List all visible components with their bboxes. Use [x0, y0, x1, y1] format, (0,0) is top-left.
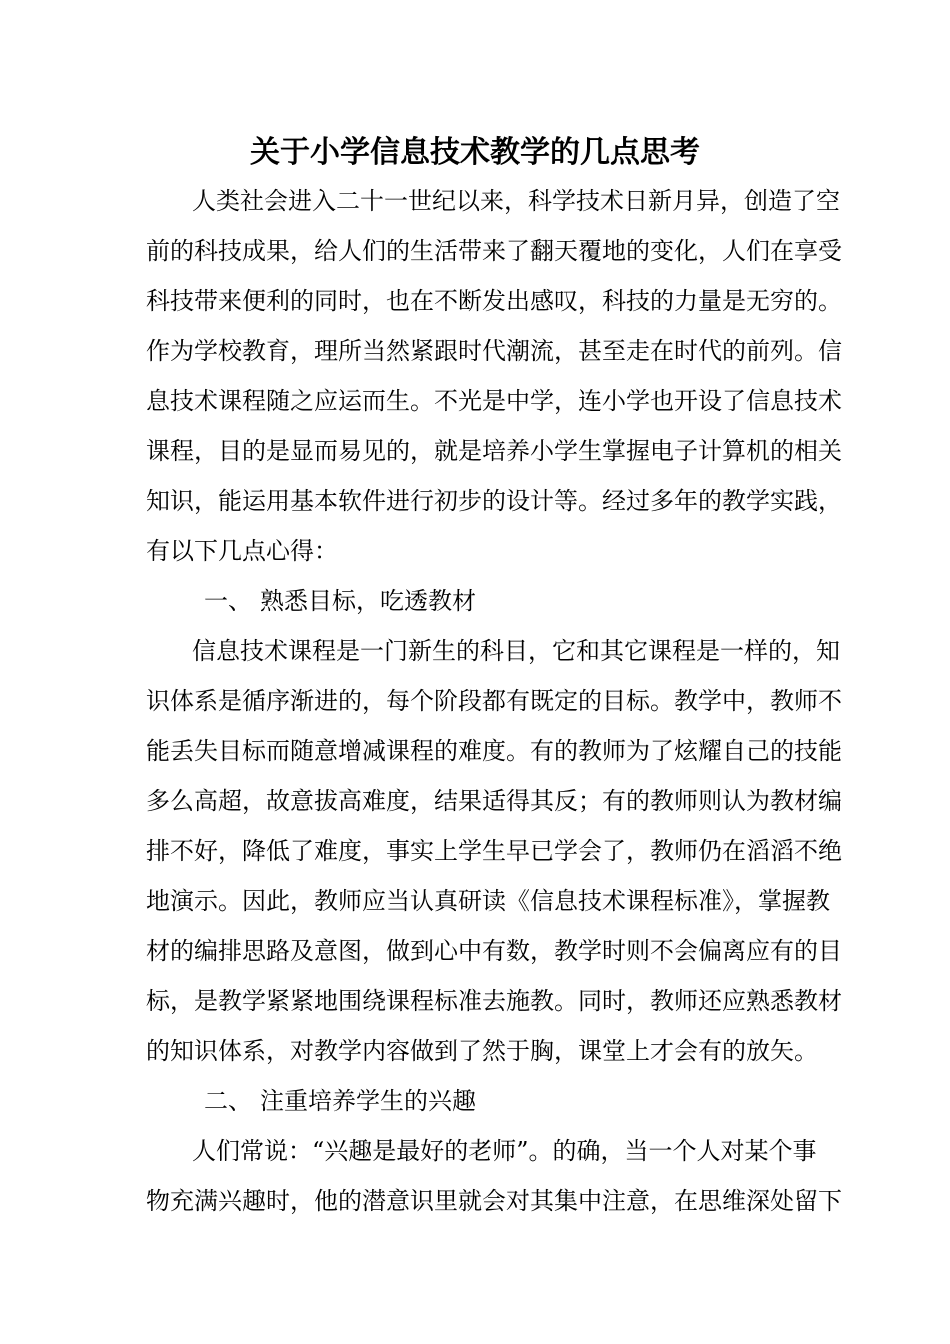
section-title-1: 熟悉目标，吃透教材: [260, 587, 476, 615]
paragraph-1-line-2: 前的科技成果，给人们的生活带来了翻天覆地的变化，人们在享受: [146, 237, 842, 265]
paragraph-1-line-8: 有以下几点心得：: [146, 537, 338, 565]
document-title: 关于小学信息技术教学的几点思考: [250, 135, 700, 170]
paragraph-1-line-4: 作为学校教育，理所当然紧跟时代潮流，甚至走在时代的前列。信: [146, 337, 842, 365]
paragraph-3-line-1: 人们常说：“兴趣是最好的老师”。的确，当一个人对某个事: [192, 1137, 817, 1165]
section-heading-2: [204, 1076, 476, 1126]
paragraph-2-line-8: 标，是教学紧紧地围绕课程标准去施教。同时，教师还应熟悉教材: [146, 987, 842, 1015]
paragraph-2-line-9: 的知识体系，对教学内容做到了然于胸，课堂上才会有的放矢。: [146, 1037, 818, 1065]
paragraph-2-line-5: 排不好，降低了难度，事实上学生早已学会了，教师仍在滔滔不绝: [146, 837, 842, 865]
paragraph-2-line-1: 信息技术课程是一门新生的科目，它和其它课程是一样的，知: [192, 637, 840, 665]
paragraph-2-line-2: 识体系是循序渐进的，每个阶段都有既定的目标。教学中，教师不: [146, 687, 842, 715]
paragraph-2-line-4: 多么高超，故意拔高难度，结果适得其反；有的教师则认为教材编: [146, 787, 842, 815]
paragraph-2-line-6: 地演示。因此，教师应当认真研读《信息技术课程标准》，掌握教: [146, 887, 830, 915]
paragraph-1-line-1: 人类社会进入二十一世纪以来，科学技术日新月异，创造了空: [192, 187, 840, 215]
section-number-2: 二、: [204, 1087, 252, 1115]
section-heading-1: [204, 576, 476, 626]
section-number-1: 一、: [204, 587, 252, 615]
paragraph-1-line-6: 课程，目的是显而易见的，就是培养小学生掌握电子计算机的相关: [146, 437, 842, 465]
paragraph-1-line-7: 知识，能运用基本软件进行初步的设计等。经过多年的教学实践，: [146, 487, 842, 515]
paragraph-1-line-3: 科技带来便利的同时，也在不断发出感叹，科技的力量是无穷的。: [146, 287, 842, 315]
paragraph-1-line-5: 息技术课程随之应运而生。不光是中学，连小学也开设了信息技术: [146, 387, 842, 415]
paragraph-2-line-7: 材的编排思路及意图，做到心中有数，教学时则不会偏离应有的目: [146, 937, 842, 965]
paragraph-3-line-2: 物充满兴趣时，他的潜意识里就会对其集中注意，在思维深处留下: [146, 1187, 842, 1215]
paragraph-2-line-3: 能丢失目标而随意增减课程的难度。有的教师为了炫耀自己的技能: [146, 737, 842, 765]
section-title-2: 注重培养学生的兴趣: [260, 1087, 476, 1115]
